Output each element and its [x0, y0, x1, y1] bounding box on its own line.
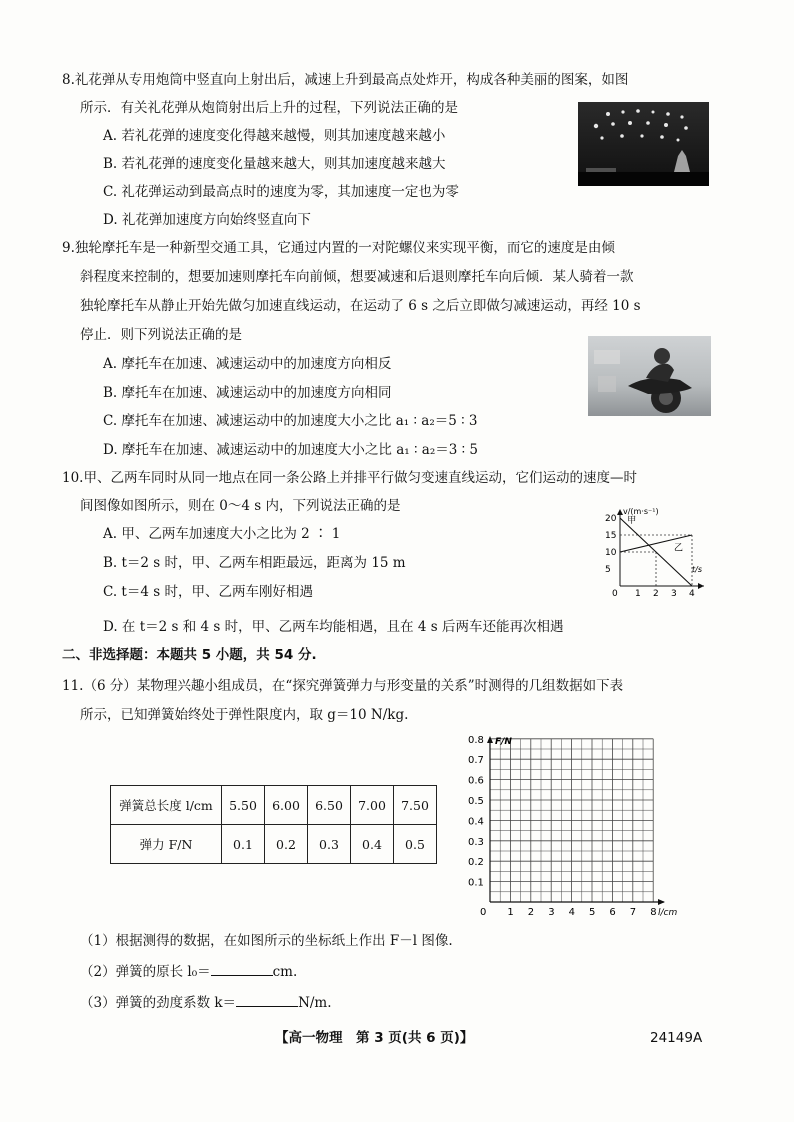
table-cell: 0.5	[394, 825, 437, 864]
force-length-grid-chart	[460, 732, 680, 922]
q8-option-d: D. 礼花弹加速度方向始终竖直向下	[103, 212, 311, 228]
y-tick-label: 10	[605, 548, 617, 558]
paper-code: 24149A	[650, 1030, 703, 1046]
series-label: 甲	[627, 516, 637, 527]
q9-stem-line3: 独轮摩托车从静止开始先做匀加速直线运动，在运动了 6 s 之后立即做匀减速运动，再经 10 s	[80, 298, 641, 314]
q10-option-a: A. 甲、乙两车加速度大小之比为 2 ∶ 1	[103, 526, 341, 542]
x-tick-label: 8	[650, 907, 657, 918]
page-footer-label: 【高一物理 第 3 页(共 6 页)】	[275, 1030, 474, 1046]
q8-stem-line2: 所示．有关礼花弹从炮筒射出后上升的过程，下列说法正确的是	[80, 100, 458, 116]
q10-option-c: C. t＝4 s 时，甲、乙两车刚好相遇	[103, 584, 313, 600]
x-axis-arrow-icon	[658, 899, 665, 905]
fireworks-photo	[578, 102, 709, 186]
q9-option-c: C. 摩托车在加速、减速运动中的加速度大小之比 a₁ ∶ a₂＝5 ∶ 3	[103, 413, 478, 429]
q11-sub3-prefix: （3）弹簧的劲度系数 k＝	[80, 995, 237, 1011]
spring-data-table	[110, 785, 437, 864]
q9-option-a: A. 摩托车在加速、减速运动中的加速度方向相反	[103, 356, 392, 372]
x-tick-label: 2	[653, 589, 659, 596]
q11-sub2-prefix: （2）弹簧的原长 l₀＝	[80, 964, 211, 980]
q9-stem-line4: 停止．则下列说法正确的是	[80, 327, 242, 343]
q11-sub2-unit: cm.	[272, 964, 298, 980]
table-cell: 7.00	[351, 786, 394, 825]
x-tick-label: 1	[635, 589, 641, 596]
y-axis-label: v/(m·s⁻¹)	[623, 507, 659, 516]
y-axis-arrow-icon	[487, 736, 493, 743]
stiffness-blank[interactable]	[236, 992, 298, 1007]
y-tick-label: 0.6	[468, 775, 484, 787]
q8-option-b: B. 若礼花弹的速度变化量越来越大，则其加速度越来越大	[103, 156, 446, 172]
y-tick-label: 15	[605, 531, 617, 541]
q11-stem-line1: 11.（6 分）某物理兴趣小组成员，在“探究弹簧弹力与形变量的关系”时测得的几组数据如下表	[62, 678, 624, 694]
q11-sub2	[80, 961, 297, 982]
table-row	[111, 786, 437, 825]
original-length-blank[interactable]	[211, 961, 273, 976]
x-tick-label: 4	[568, 907, 575, 918]
y-tick-label: 5	[605, 565, 611, 575]
table-row	[111, 825, 437, 864]
x-axis-arrow-icon	[698, 583, 704, 589]
q8-option-a: A. 若礼花弹的速度变化得越来越慢，则其加速度越来越小	[103, 128, 446, 144]
table-cell: 6.00	[265, 786, 308, 825]
y-tick-label: 0.7	[468, 755, 484, 767]
table-cell: 0.4	[351, 825, 394, 864]
table-cell: 0.2	[265, 825, 308, 864]
table-cell: 6.50	[308, 786, 351, 825]
x-tick-label: 5	[589, 907, 596, 918]
y-tick-label: 0.8	[468, 734, 484, 746]
q10-option-b: B. t＝2 s 时，甲、乙两车相距最远，距离为 15 m	[103, 555, 406, 571]
table-header-force: 弹力 F/N	[111, 825, 222, 864]
x-tick-label: 1	[507, 907, 514, 918]
q9-option-b: B. 摩托车在加速、减速运动中的加速度方向相同	[103, 385, 392, 401]
table-cell: 7.50	[394, 786, 437, 825]
x-tick-label: 4	[689, 589, 695, 596]
q9-stem-line2: 斜程度来控制的，想要加速则摩托车向前倾，想要减速和后退则摩托车向后倾．某人骑着一款	[80, 269, 634, 285]
q9-stem-line1: 9.独轮摩托车是一种新型交通工具，它通过内置的一对陀螺仪来实现平衡，而它的速度是由倾	[62, 240, 615, 256]
table-cell: 5.50	[222, 786, 265, 825]
x-axis-label: t/s	[692, 565, 702, 574]
unicycle-motorbike-photo	[588, 336, 711, 416]
q10-stem-line1: 10.甲、乙两车同时从同一地点在同一条公路上并排平行做匀变速直线运动，它们运动的速度—时	[62, 470, 637, 486]
y-tick-label: 0.1	[468, 877, 484, 889]
x-tick-label: 3	[671, 589, 677, 596]
y-tick-label: 0.5	[468, 796, 484, 807]
y-axis-label: F/N	[495, 737, 512, 747]
velocity-time-chart	[600, 500, 710, 596]
q10-option-d: D. 在 t＝2 s 和 4 s 时，甲、乙两车均能相遇，且在 4 s 后两车还能再次相遇	[103, 619, 564, 635]
q9-option-d: D. 摩托车在加速、减速运动中的加速度大小之比 a₁ ∶ a₂＝3 ∶ 5	[103, 442, 479, 458]
q10-stem-line2: 间图像如图所示，则在 0～4 s 内，下列说法正确的是	[80, 498, 401, 514]
x-axis-label: l/cm	[658, 908, 678, 918]
table-cell: 0.3	[308, 825, 351, 864]
y-tick-label: 20	[605, 514, 617, 524]
origin-label: 0	[612, 589, 618, 596]
origin-label: 0	[480, 907, 487, 918]
y-tick-label: 0.4	[468, 816, 484, 828]
q11-sub3	[80, 992, 332, 1013]
table-header-length: 弹簧总长度 l/cm	[111, 786, 222, 825]
x-tick-label: 3	[548, 907, 555, 918]
q8-option-c: C. 礼花弹运动到最高点时的速度为零，其加速度一定也为零	[103, 184, 459, 200]
series-label: 乙	[674, 543, 684, 554]
q11-sub3-unit: N/m.	[298, 995, 332, 1011]
y-tick-label: 0.3	[468, 836, 484, 848]
q11-sub1: （1）根据测得的数据，在如图所示的坐标纸上作出 F－l 图像.	[80, 933, 453, 949]
x-tick-label: 2	[527, 907, 535, 918]
q8-stem-line1: 8.礼花弹从专用炮筒中竖直向上射出后，减速上升到最高点处炸开，构成各种美丽的图案，如图	[62, 72, 629, 88]
x-tick-label: 7	[629, 907, 637, 918]
x-tick-label: 6	[609, 907, 616, 918]
section2-heading: 二、非选择题：本题共 5 小题，共 54 分.	[62, 647, 317, 663]
y-tick-label: 0.2	[468, 857, 484, 869]
q11-stem-line2: 所示，已知弹簧始终处于弹性限度内，取 g＝10 N/kg.	[80, 707, 409, 723]
table-cell: 0.1	[222, 825, 265, 864]
